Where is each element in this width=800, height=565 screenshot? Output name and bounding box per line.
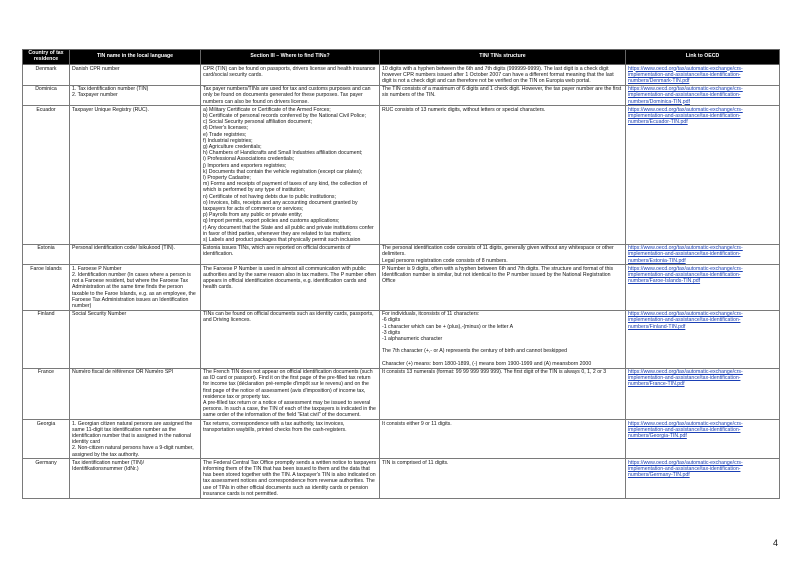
- where-to-find-line: TINs can be found on official documents such as identity cards, passports, and Driving licences.: [203, 311, 374, 324]
- oecd-link[interactable]: implementation-and-assistance/tax-identification-: [628, 272, 741, 278]
- tin-name-line: 1. Tax identification number (TIN): [72, 86, 149, 93]
- header-country: Country of tax residence: [23, 50, 70, 65]
- oecd-link[interactable]: implementation-and-assistance/tax-identification-: [628, 112, 741, 119]
- tin-structure-line: RUC consists of 13 numeric digits, without letters or special characters.: [382, 106, 546, 113]
- header-where-to-find: Section III – Where to find TINs?: [201, 50, 380, 65]
- where-to-find-line: b) Certificate of personal records conferred by the National Civil Police;: [203, 112, 366, 119]
- where-to-find-line: p) Payrolls from any public or private entity;: [203, 212, 303, 219]
- where-to-find-line: f) Industrial registries;: [203, 137, 253, 144]
- tin-name-line: Numéro fiscal de référence OR Numéro SPI: [72, 369, 174, 376]
- tin-name-line: Personal identification code/ Isikukood (TIN).: [72, 245, 175, 252]
- tin-structure-line: The personal identification code consists of 11 digits, generally given without any whitespace or other delimiters.: [382, 245, 614, 258]
- where-to-find-line: CPR (TIN) can be found on passports, drivers license and health insurance card/social security cards.: [203, 65, 376, 78]
- where-to-find-line: e) Trade registries;: [203, 131, 247, 138]
- country-cell: Denmark: [23, 65, 70, 86]
- where-to-find-line: The French TIN does not appear on official identification documents (such as ID card or passport). Find it on the first page of the pre-filled tax return for income tax (déclaration pré-remplie d'impôt sur le revenu) and on the first page of the notice of assessment (avis d'imposition) of income tax, residence tax or property tax.: [203, 369, 373, 400]
- table-row: [23, 420, 780, 459]
- oecd-link[interactable]: implementation-and-assistance/tax-identification-: [628, 92, 741, 99]
- where-to-find-line: s) Labels and product packages that physically permit such inclusion: [203, 236, 361, 243]
- oecd-link-cell[interactable]: [626, 368, 780, 420]
- tin-name-line: Social Security Number: [72, 311, 127, 318]
- oecd-link[interactable]: numbers/Faroe-Islands-TIN.pdf: [628, 278, 701, 285]
- country-cell: Germany: [23, 459, 70, 498]
- where-to-find-cell: [201, 85, 380, 106]
- tin-name-line: 2. Identification number (In cases where a person is not a Faroese resident, but where the Faroese Tax Administration at the same time finds the person taxable to the Faroe Islands, e.g. as an employee, the Faroese Tax Administration issues an Identification number): [72, 272, 196, 310]
- oecd-link-cell[interactable]: [626, 459, 780, 498]
- tin-name-line: Taxpayer Unique Registry (RUC).: [72, 106, 149, 113]
- oecd-link[interactable]: implementation-and-assistance/tax-identification-: [628, 375, 741, 382]
- table-body: [23, 65, 780, 499]
- tin-name-cell: [70, 244, 201, 265]
- where-to-find-line: i) Professional Associations credentials;: [203, 156, 295, 163]
- tin-structure-line: -1 character which can be + (plus),-(minus) or the letter A: [382, 323, 514, 330]
- tin-structure-cell: [380, 368, 626, 420]
- where-to-find-cell: [201, 368, 380, 420]
- tin-name-cell: [70, 459, 201, 498]
- table-row: [23, 310, 780, 368]
- tin-structure-line: P Number is 9 digits, often with a hyphen between 6th and 7th digits. The structure and format of this Identification number is similar, but not identical to the P number issued by the National Registration Office: [382, 265, 614, 285]
- table-row: [23, 65, 780, 86]
- where-to-find-line: n) Certificate of not having debts due to public institutions;: [203, 193, 336, 200]
- oecd-link[interactable]: https://www.oecd.org/tax/automatic-exchange/crs-: [628, 311, 743, 318]
- oecd-link-cell[interactable]: [626, 420, 780, 459]
- tin-name-line: Tax identification number (TIN)/: [72, 459, 145, 466]
- where-to-find-line: h) Chambers of Handicrafts and Small Industries affiliation document;: [203, 150, 363, 157]
- oecd-link[interactable]: numbers/Finland-TIN.pdf: [628, 323, 686, 330]
- where-to-find-line: The Federal Central Tax Office promptly sends a written notice to taxpayers informing them of the TIN that has been issued to them and the data that has been stored together with the TIN. A taxpayer's TIN is also indicated on tax assessment notices and correspondence from revenue authorities. The use of TINs in other official documents such as identity cards or pension insurance cards is not permitted.: [203, 459, 377, 497]
- tin-table: [22, 49, 780, 499]
- tin-name-line: 2. Non-citizen natural persons have a 9-digit number, assigned by the tax authority.: [72, 445, 194, 458]
- where-to-find-cell: [201, 244, 380, 265]
- oecd-link[interactable]: https://www.oecd.org/tax/automatic-exchange/crs-: [628, 420, 743, 427]
- country-cell: Dominica: [23, 85, 70, 106]
- where-to-find-line: g) Agriculture credentials;: [203, 143, 262, 150]
- oecd-link[interactable]: numbers/Germany-TIN.pdf: [628, 472, 690, 479]
- where-to-find-line: c) Social Security personal affiliation document;: [203, 119, 312, 126]
- oecd-link[interactable]: implementation-and-assistance/tax-identification-: [628, 317, 741, 324]
- tin-structure-line: -3 digits: [382, 329, 401, 336]
- table-row: [23, 265, 780, 310]
- tin-structure-cell: [380, 265, 626, 310]
- where-to-find-line: A pre-filled tax return or a notice of assessment may be issued to several persons. In such a case, the TIN of each of the taxpayers is indicated in the same order of the information of the field "Etat civil" of the document.: [203, 400, 376, 419]
- where-to-find-line: Estonia issues TINs, which are reported on official documents of identification.: [203, 245, 351, 258]
- tin-structure-line: The 7th character (+,- or A) represents the century of birth and cannot beskipped: [382, 348, 567, 355]
- tin-structure-line: Legal persons registration code consists of 8 numbers.: [382, 257, 508, 264]
- oecd-link-cell[interactable]: [626, 310, 780, 368]
- header-tin-structure: TIN/ TINs structure: [380, 50, 626, 65]
- tin-name-line: 2. Taxpayer number: [72, 92, 118, 99]
- tin-structure-cell: [380, 310, 626, 368]
- tin-structure-line: The TIN consists of a maximum of 6 digits and 1 check digit. However, the tax payer number are the first six numbers of the TIN.: [382, 86, 622, 99]
- tin-name-cell: [70, 106, 201, 244]
- tin-name-cell: [70, 368, 201, 420]
- tin-name-line: 1. Faroese P Number: [72, 265, 122, 272]
- where-to-find-line: d) Driver's licenses;: [203, 125, 249, 132]
- oecd-link[interactable]: numbers/Estonia-TIN.pdf: [628, 257, 686, 264]
- oecd-link[interactable]: https://www.oecd.org/tax/automatic-exchange/crs-: [628, 265, 743, 272]
- tin-name-cell: [70, 310, 201, 368]
- country-cell: France: [23, 368, 70, 420]
- tin-structure-line: -6 digits: [382, 317, 401, 324]
- tin-structure-cell: [380, 65, 626, 86]
- tin-name-line: 1. Georgian citizen natural persons are assigned the same 11-digit tax identification number as the identification number that is assigned in the national identity card: [72, 420, 193, 446]
- table-row: [23, 368, 780, 420]
- oecd-link[interactable]: https://www.oecd.org/tax/automatic-exchange/crs-: [628, 65, 743, 72]
- tin-name-cell: [70, 420, 201, 459]
- where-to-find-cell: [201, 310, 380, 368]
- table-row: [23, 106, 780, 244]
- oecd-link-cell[interactable]: [626, 244, 780, 265]
- oecd-link[interactable]: https://www.oecd.org/tax/automatic-exchange/crs-: [628, 245, 743, 252]
- where-to-find-line: j) Importers and exporters registries;: [203, 162, 287, 169]
- tin-structure-cell: [380, 244, 626, 265]
- tin-structure-cell: [380, 420, 626, 459]
- tin-structure-line: For individuals, itconsists of 11 characters:: [382, 311, 480, 318]
- table-row: [23, 244, 780, 265]
- country-cell: Georgia: [23, 420, 70, 459]
- tin-structure-line: -1 alphanumeric character: [382, 336, 443, 343]
- where-to-find-line: m) Forms and receipts of payment of taxes of any kind, the collection of which is performed by any type of institution;: [203, 181, 368, 194]
- where-to-find-line: r) Any document that the State and all public and private institutions confer in favor of third parties, whenever they are related to tax matters;: [203, 224, 374, 237]
- header-oecd-link: Link to OECD: [626, 50, 780, 65]
- where-to-find-line: Tax returns, correspondence with a tax authority, tax invoices, transportation waybills, printed checks from the cash-registers.: [203, 420, 347, 433]
- tin-name-line: Identifikationsnummer (IdNr.): [72, 466, 139, 473]
- where-to-find-cell: [201, 106, 380, 244]
- where-to-find-line: a) Military Certificate or Certificate of the Armed Forces;: [203, 106, 331, 113]
- oecd-link[interactable]: numbers/France-TIN.pdf: [628, 381, 685, 388]
- tin-structure-cell: [380, 459, 626, 498]
- table-row: [23, 459, 780, 498]
- oecd-link[interactable]: implementation-and-assistance/tax-identification-: [628, 251, 741, 258]
- tin-name-cell: [70, 265, 201, 310]
- oecd-link[interactable]: https://www.oecd.org/tax/automatic-exchange/crs-: [628, 106, 743, 113]
- header-tin-name: TIN name in the local language: [70, 50, 201, 65]
- oecd-link-cell[interactable]: [626, 85, 780, 106]
- where-to-find-line: Tax payer numbers/TINs are used for tax and customs purposes and can only be found on documents generated for these purposes. Tax payer numbers can also be found on drivers license.: [203, 86, 371, 105]
- tin-structure-line: It consists 13 numerals (format: 99 99 999 999 999). The first digit of the TIN is always 0, 1, 2 or 3: [382, 369, 607, 376]
- oecd-link[interactable]: numbers/Dominica-TIN.pdf: [628, 98, 690, 105]
- page-number: 4: [773, 538, 779, 548]
- oecd-link[interactable]: numbers/Denmark-TIN.pdf: [628, 77, 690, 84]
- oecd-link[interactable]: https://www.oecd.org/tax/automatic-exchange/crs-: [628, 369, 743, 376]
- table-row: [23, 85, 780, 106]
- tin-name-cell: [70, 65, 201, 86]
- oecd-link[interactable]: https://www.oecd.org/tax/automatic-exchange/crs-: [628, 86, 743, 93]
- country-cell: Estonia: [23, 244, 70, 265]
- where-to-find-line: k) Documents that contain the vehicle registration (except car plates);: [203, 168, 363, 175]
- country-cell: Finland: [23, 310, 70, 368]
- table-header-row: [23, 50, 780, 65]
- country-cell: Faroe Islands: [23, 265, 70, 310]
- country-cell: Ecuador: [23, 106, 70, 244]
- tin-structure-cell: [380, 85, 626, 106]
- tin-name-cell: [70, 85, 201, 106]
- where-to-find-cell: [201, 265, 380, 310]
- tin-structure-line: TIN is comprised of 11 digits.: [382, 459, 449, 466]
- oecd-link[interactable]: https://www.oecd.org/tax/automatic-exchange/crs-: [628, 459, 743, 466]
- where-to-find-cell: [201, 459, 380, 498]
- where-to-find-line: The Faroese P Number is used in almost all communication with public authorities and by the same reason also in tax matters. The P number often appears in official identification documents, e.g. identification cards and health cards.: [203, 265, 377, 291]
- oecd-link[interactable]: numbers/Ecuador-TIN.pdf: [628, 119, 688, 126]
- where-to-find-line: o) Invoices, bills, receipts and any accounting document granted by taxpayers for acts of commerce or services;: [203, 199, 358, 212]
- tin-structure-line: Character (+) means: born 1800-1899, (-) means born 1900-1999 and (A) meansborn 2000: [382, 360, 592, 367]
- oecd-link[interactable]: numbers/Georgia-TIN.pdf: [628, 433, 687, 440]
- oecd-link[interactable]: implementation-and-assistance/tax-identification-: [628, 426, 741, 433]
- tin-structure-line: 10 digits with a hyphen between the 6th and 7th digits (999999-9999). The last digit is a check digit however CPR numbers issued after 1 October 2007 can have a different format meaning that the last digit is not a check digit and can therefore not be verified on the TIN on Europia web portal.: [382, 65, 614, 84]
- tin-structure-cell: [380, 106, 626, 244]
- where-to-find-cell: [201, 420, 380, 459]
- where-to-find-cell: [201, 65, 380, 86]
- oecd-link[interactable]: implementation-and-assistance/tax-identification-: [628, 71, 741, 78]
- oecd-link-cell[interactable]: [626, 265, 780, 310]
- oecd-link-cell[interactable]: [626, 106, 780, 244]
- tin-structure-line: It consists either 9 or 11 digits.: [382, 420, 452, 427]
- oecd-link[interactable]: implementation-and-assistance/tax-identification-: [628, 466, 741, 473]
- oecd-link-cell[interactable]: [626, 65, 780, 86]
- where-to-find-line: l) Property Cadastre;: [203, 174, 251, 181]
- where-to-find-line: q) Import permits, export policies and customs applications;: [203, 218, 340, 225]
- tin-name-line: Danish CPR number: [72, 65, 120, 72]
